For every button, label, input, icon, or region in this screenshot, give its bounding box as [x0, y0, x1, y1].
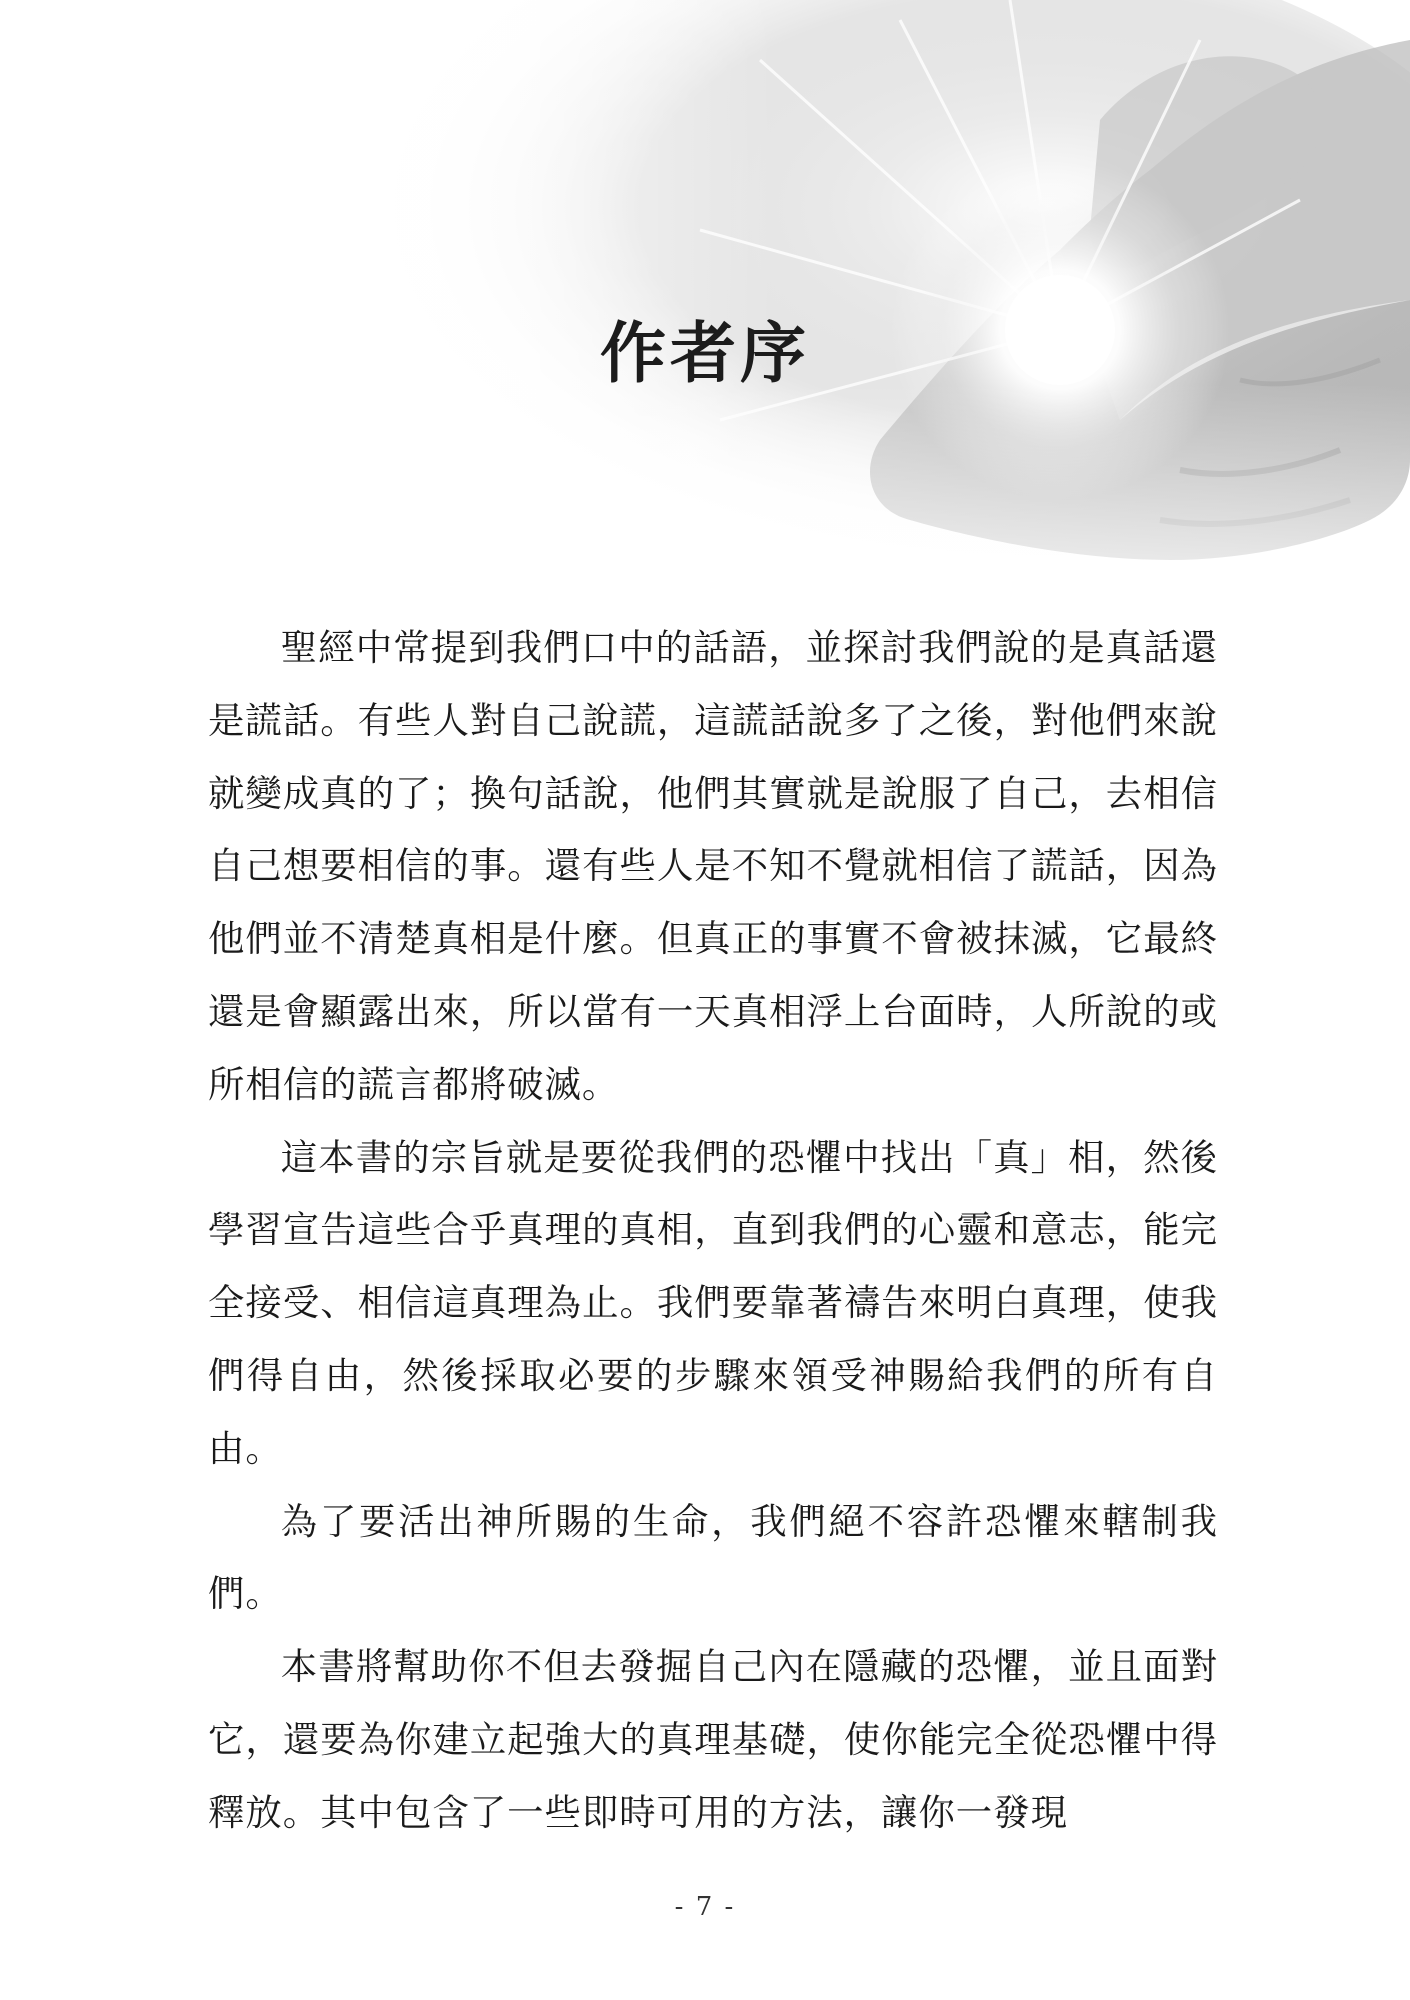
page-title: 作者序: [600, 314, 810, 392]
page-number: - 7 -: [674, 1892, 736, 1922]
paragraph: 聖經中常提到我們口中的話語，並探討我們說的是真話還是謊話。有些人對自己說謊，這謊話說多了之後，對他們來說就變成真的了；換句話說，他們其實就是說服了自己，去相信自己想要相信的事。還有些人是不知不覺就相信了謊話，因為他們並不清楚真相是什麼。但真正的事實不會被抹滅，它最終還是會顯露出來，所以當有一天真相浮上台面時，人所說的或所相信的謊言都將破滅。: [208, 626, 1218, 1106]
preface-body: [208, 612, 1218, 1850]
paragraph: 本書將幫助你不但去發掘自己內在隱藏的恐懼，並且面對它，還要為你建立起強大的真理基礎，使你能完全從恐懼中得釋放。其中包含了一些即時可用的方法，讓你一發現: [208, 1645, 1218, 1834]
paragraph: 這本書的宗旨就是要從我們的恐懼中找出「真」相，然後學習宣告這些合乎真理的真相，直到我們的心靈和意志，能完全接受、相信這真理為止。我們要靠著禱告來明白真理，使我們得自由，然後採取必要的步驟來領受神賜給我們的所有自由。: [208, 1135, 1218, 1470]
paragraph: 為了要活出神所賜的生命，我們絕不容許恐懼來轄制我們。: [208, 1499, 1218, 1616]
